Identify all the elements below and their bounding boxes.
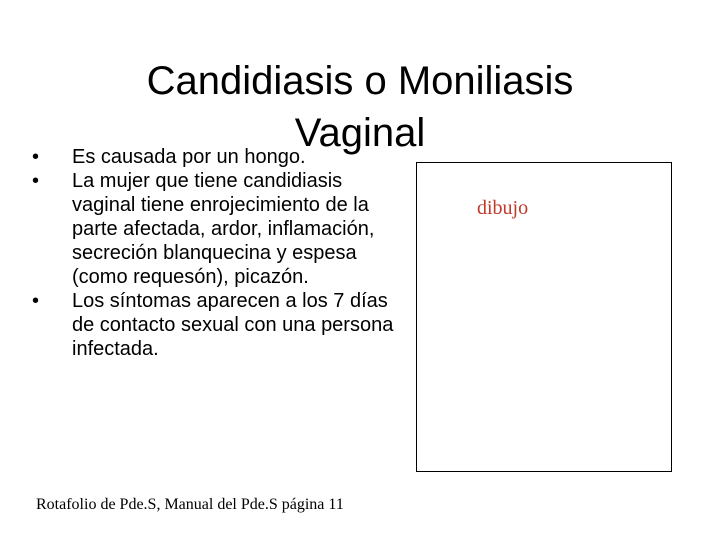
bullet-text-cause: Es causada por un hongo. [72,146,306,168]
source-footer: Rotafolio de Pde.S, Manual del Pde.S página 11 [36,496,344,513]
bullet-item-symptoms [32,169,402,289]
bullet-item-cause [32,145,402,169]
bullet-marker: • [32,146,40,168]
bullet-marker: • [32,290,40,312]
slide-title-line-1: Candidiasis o Moniliasis [146,58,574,103]
slide-title-line-2: Vaginal [294,110,426,155]
drawing-placeholder-label: dibujo [477,197,529,219]
bullet-item-onset [32,289,402,361]
bullet-text-symptoms: La mujer que tiene candidiasis vaginal tiene enrojecimiento de la parte afectada, ardor, inflamación, secreción blanquecina y espesa (como requesón), picazón. [72,170,375,288]
bullet-marker: • [32,170,40,192]
bullet-text-onset: Los síntomas aparecen a los 7 días de contacto sexual con una persona infectada. [72,290,394,360]
slide-title [60,55,660,159]
bullet-list [32,145,402,361]
drawing-placeholder-box [416,162,672,472]
